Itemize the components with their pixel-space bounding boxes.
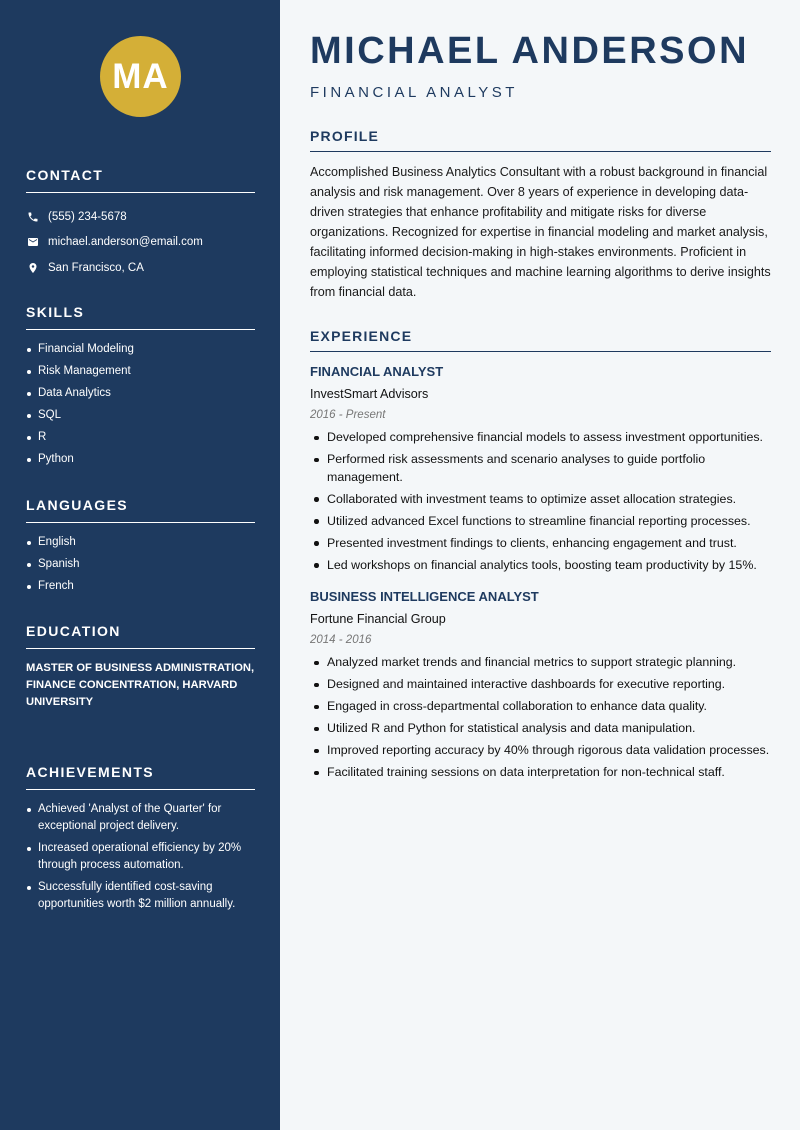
avatar: MA — [100, 36, 181, 117]
contact-phone — [26, 204, 255, 230]
education-section — [26, 623, 255, 711]
skills-list — [26, 341, 255, 468]
languages-heading: LANGUAGES — [26, 497, 255, 523]
achievements-heading: ACHIEVEMENTS — [26, 764, 255, 790]
job-entry — [310, 362, 771, 574]
contact-location — [26, 255, 255, 281]
list-item: Risk Management — [26, 363, 255, 380]
list-item: Data Analytics — [26, 385, 255, 402]
list-item: Analyzed market trends and financial metrics to support strategic planning. — [310, 654, 771, 672]
languages-list — [26, 534, 255, 595]
education-heading: EDUCATION — [26, 623, 255, 649]
list-item: R — [26, 429, 255, 446]
profile-text: Accomplished Business Analytics Consultant with a robust background in financial analysis and risk management. Over 8 years of experience in developing data-driven strategies that enhance profitability and mitigate risks for diverse organizations. Recognized for expertise in financial modeling and market analysis, facilitating informed decision-making in high-stakes environments. Proficient in employing statistical techniques and machine learning algorithms to derive insights from financial data. — [310, 165, 771, 299]
list-item: Financial Modeling — [26, 341, 255, 358]
achievements-list — [26, 801, 255, 913]
contact-heading: CONTACT — [26, 167, 255, 193]
languages-section — [26, 497, 255, 600]
job-dates: 2014 - 2016 — [310, 634, 372, 646]
list-item: French — [26, 578, 255, 595]
skills-heading: SKILLS — [26, 304, 255, 330]
list-item: Achieved 'Analyst of the Quarter' for exceptional project delivery. — [26, 801, 255, 835]
list-item: Engaged in cross-departmental collaboration to enhance data quality. — [310, 698, 771, 716]
list-item: Designed and maintained interactive dashboards for executive reporting. — [310, 676, 771, 694]
job-bullets — [310, 429, 771, 574]
list-item: Facilitated training sessions on data interpretation for non-technical staff. — [310, 764, 771, 782]
list-item: Led workshops on financial analytics tools, boosting team productivity by 15%. — [310, 557, 771, 575]
profile-section — [310, 128, 771, 302]
job-company: InvestSmart Advisors — [310, 387, 429, 401]
list-item: Utilized advanced Excel functions to streamline financial reporting processes. — [310, 513, 771, 531]
email-icon — [26, 235, 40, 249]
location-text: San Francisco, CA — [48, 261, 144, 274]
job-dates: 2016 - Present — [310, 409, 386, 421]
full-name: MICHAEL ANDERSON — [310, 30, 750, 72]
email-text: michael.anderson@email.com — [48, 236, 203, 249]
profile-heading: PROFILE — [310, 128, 771, 152]
job-entry — [310, 587, 771, 782]
list-item: Spanish — [26, 556, 255, 573]
list-item: Presented investment findings to clients, enhancing engagement and trust. — [310, 535, 771, 553]
skills-section — [26, 304, 255, 473]
list-item: Increased operational efficiency by 20% through process automation. — [26, 840, 255, 874]
list-item: Developed comprehensive financial models to assess investment opportunities. — [310, 429, 771, 447]
contact-section — [26, 167, 255, 281]
location-pin-icon — [26, 261, 40, 275]
list-item: Successfully identified cost-saving opportunities worth $2 million annually. — [26, 879, 255, 913]
list-item: Performed risk assessments and scenario analyses to guide portfolio management. — [310, 451, 771, 486]
list-item: Collaborated with investment teams to optimize asset allocation strategies. — [310, 491, 771, 509]
achievements-section — [26, 764, 255, 918]
contact-email — [26, 230, 255, 256]
list-item: Utilized R and Python for statistical analysis and data manipulation. — [310, 720, 771, 738]
phone-icon — [26, 210, 40, 224]
list-item: Python — [26, 451, 255, 468]
phone-text: (555) 234-5678 — [48, 210, 127, 223]
list-item: Improved reporting accuracy by 40% through rigorous data validation processes. — [310, 742, 771, 760]
job-bullets — [310, 654, 771, 782]
experience-section — [310, 328, 771, 795]
job-title-header: FINANCIAL ANALYST — [310, 84, 518, 101]
education-degree: MASTER OF BUSINESS ADMINISTRATION, FINANCE CONCENTRATION, HARVARD UNIVERSITY — [26, 662, 255, 708]
job-company: Fortune Financial Group — [310, 612, 446, 626]
job-title: FINANCIAL ANALYST — [310, 364, 444, 379]
list-item: English — [26, 534, 255, 551]
sidebar — [0, 0, 280, 1130]
job-title: BUSINESS INTELLIGENCE ANALYST — [310, 589, 539, 604]
list-item: SQL — [26, 407, 255, 424]
experience-heading: EXPERIENCE — [310, 328, 771, 352]
